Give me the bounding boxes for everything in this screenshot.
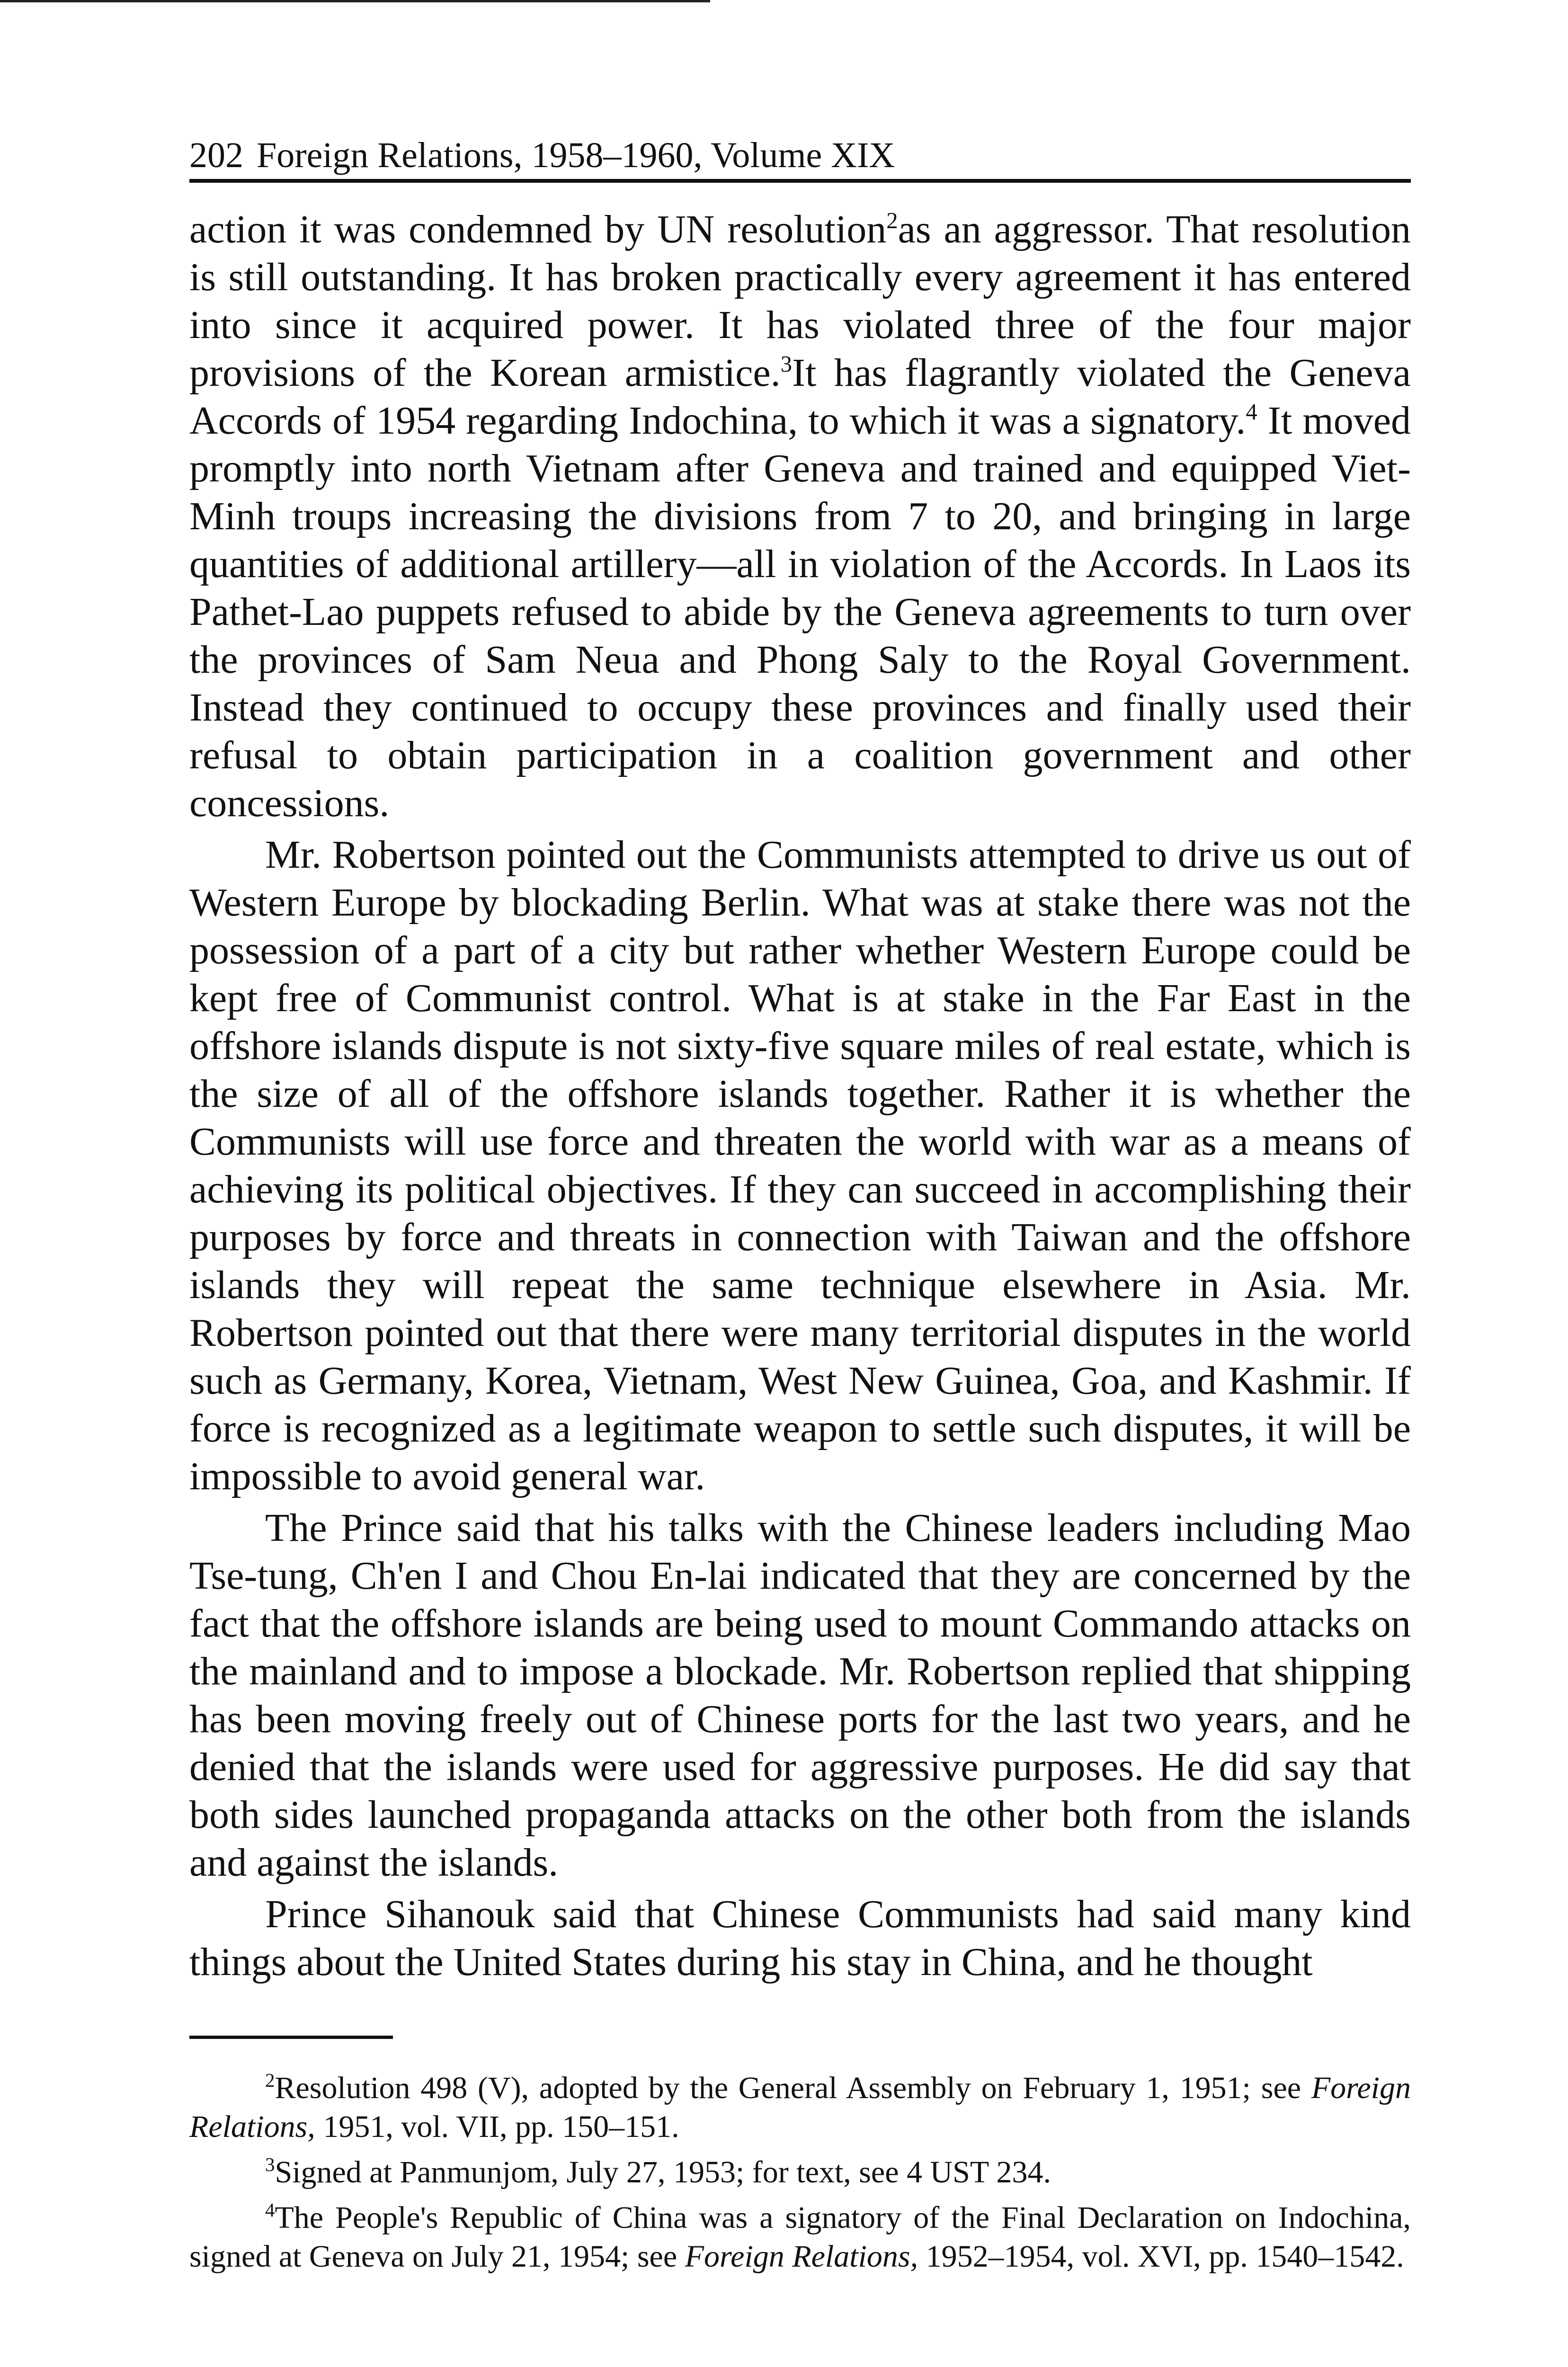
paragraph-3: The Prince said that his talks with the Chinese leaders including Mao Tse-tung, Ch'en I and Chou En-lai indicated that they are concerned by the fact that the offshore islands are being used to mount Commando attacks on the mainland and to impose a blockade. Mr. Robertson replied that shipping has been moving freely out of Chinese ports for the last two years, and he denied that the islands were used for aggressive purposes. He did say that both sides launched propaganda attacks on the other both from the islands and against the islands.: [189, 1506, 1411, 1885]
running-header: [189, 133, 1411, 183]
paragraph-2: Mr. Robertson pointed out the Communists attempted to drive us out of Western Europe by blockading Berlin. What was at stake there was not the possession of a part of a city but rather whether Western Europe could be kept free of Communist control. What is at stake in the Far East in the offshore islands dispute is not sixty-five square miles of real estate, which is the size of all of the offshore islands together. Rather it is whether the Communists will use force and threaten the world with war as a means of achieving its political objectives. If they can succeed in accomplishing their purposes by force and threats in connection with Taiwan and the offshore islands they will repeat the same technique elsewhere in Asia. Mr. Robertson pointed out that there were many territorial disputes in the world such as Germany, Korea, Vietnam, West New Guinea, Goa, and Kashmir. If force is recognized as a legitimate weapon to settle such disputes, it will be impossible to avoid general war.: [189, 833, 1411, 1498]
scan-edge-line: [0, 0, 710, 2]
paragraph-1: action it was condemned by UN resolution$^2$as an aggressor. That resolution is still outstanding. It has broken practically every agreement it has entered into since it acquired power. It has violated three of the four major provisions of the Korean armistice.$^3$It has flagrantly violated the Geneva Accords of 1954 regarding Indochina, to which it was a signatory.$^4$ It moved promptly into north Vietnam after Geneva and trained and equipped Viet-Minh troups increasing the divisions from 7 to 20, and bringing in large quantities of additional artillery—all in violation of the Accords. In Laos its Pathet-Lao puppets refused to abide by the Geneva agreements to turn over the provinces of Sam Neua and Phong Saly to the Royal Government. Instead they continued to occupy these provinces and finally used their refusal to obtain participation in a coalition government and other concessions.: [189, 207, 1411, 825]
document-page: [189, 133, 1411, 1990]
body-text: [189, 205, 1411, 1986]
footnote-4: $^4$The People's Republic of China was a signatory of the Final Declaration on Indochina, signed at Geneva on July 21, 1954; see Foreign Relations, 1952–1954, vol. XVI, pp. 1540–1542.: [189, 2199, 1411, 2274]
footnote-divider: [189, 2036, 393, 2039]
footnote-number: 2: [265, 2070, 275, 2091]
footnote-ref-2[interactable]: 2: [886, 208, 898, 234]
footnote-ref-4[interactable]: 4: [1246, 399, 1257, 425]
footnote-number: 3: [265, 2154, 275, 2176]
footnotes: [189, 2069, 1411, 2283]
footnote-2: $^2$Resolution 498 (V), adopted by the General Assembly on February 1, 1951; see Foreign Relations, 1951, vol. VII, pp. 150–151.: [189, 2070, 1411, 2144]
paragraph-4: Prince Sihanouk said that Chinese Communists had said many kind things about the United States during his stay in China, and he thought: [189, 1892, 1411, 1984]
footnote-number: 4: [265, 2199, 275, 2221]
running-title: Foreign Relations, 1958–1960, Volume XIX: [257, 135, 895, 175]
page-number: 202: [189, 135, 243, 175]
footnote-3: $^3$Signed at Panmunjom, July 27, 1953; for text, see 4 UST 234.: [265, 2154, 1051, 2189]
footnote-ref-3[interactable]: 3: [780, 351, 793, 377]
